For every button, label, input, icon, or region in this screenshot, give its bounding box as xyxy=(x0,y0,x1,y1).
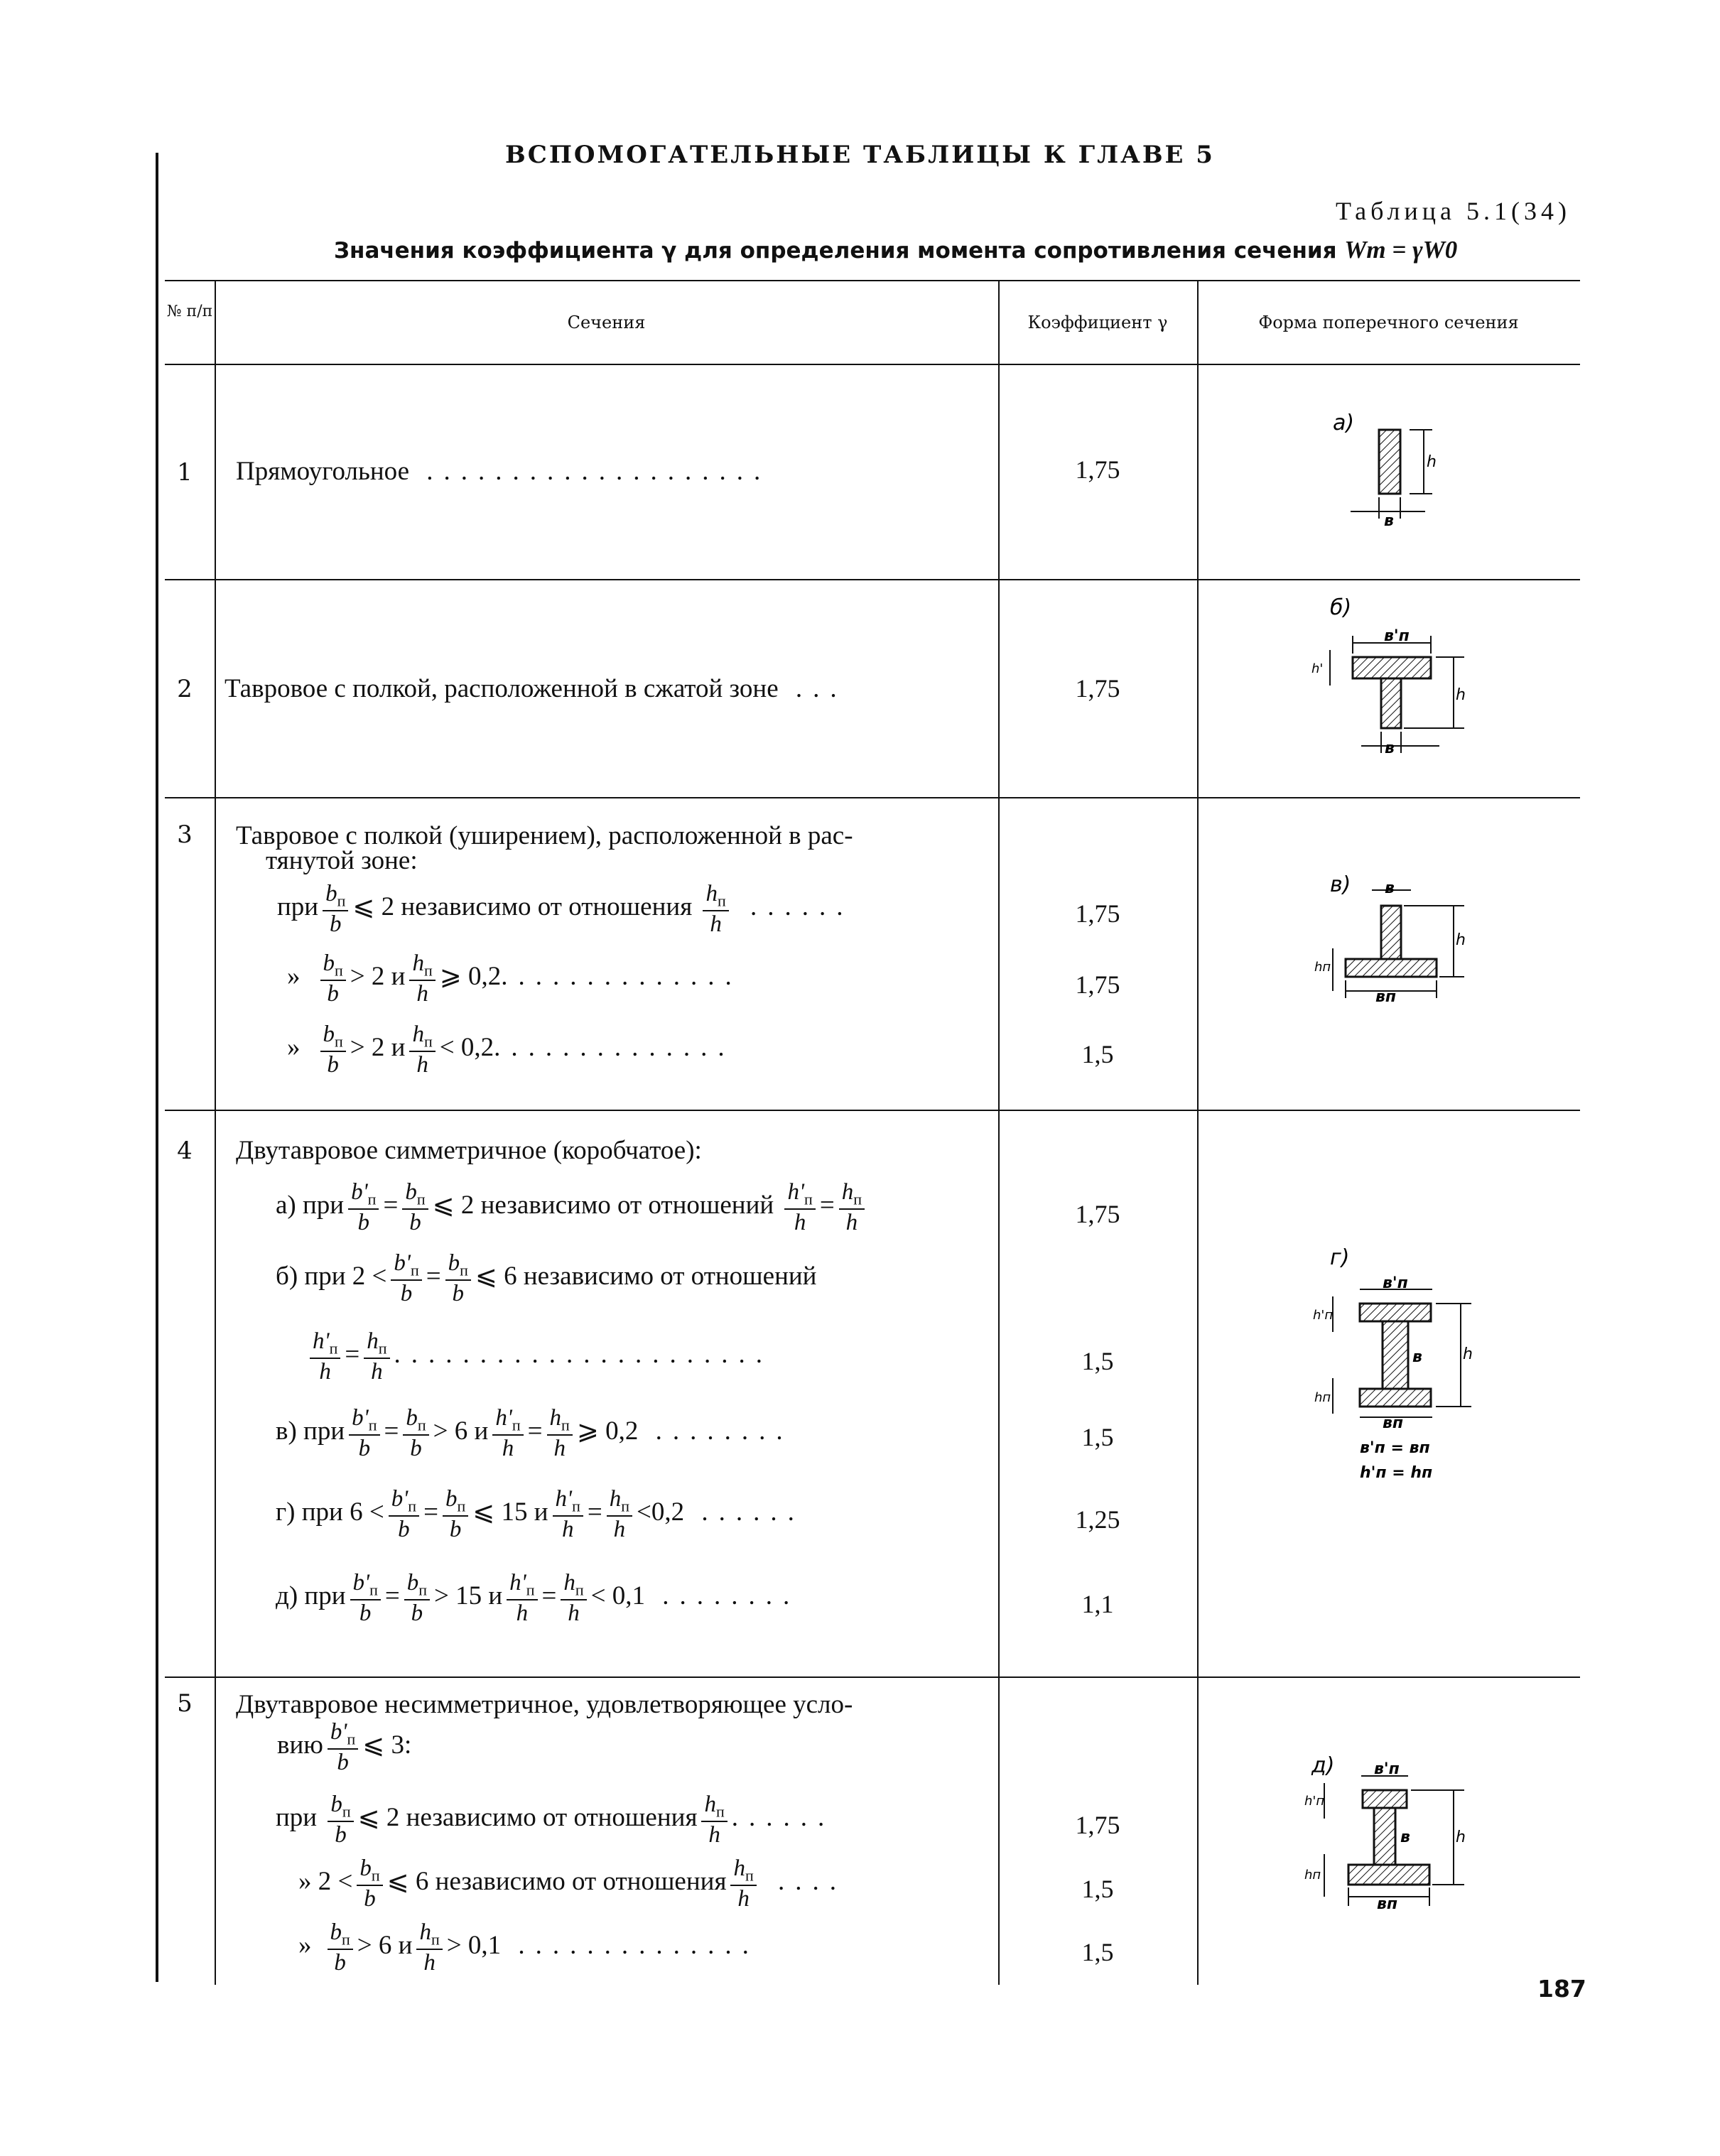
row-4-value-a: 1,75 xyxy=(1075,1200,1120,1228)
row-5-num: 5 xyxy=(177,1689,193,1718)
row-3-condition-2: » $\frac{b_п}{b}$ > 2 и $\frac{h_п}{h}$ ⩾ 0,2.............. xyxy=(287,950,742,1007)
rectangle-section-figure xyxy=(1333,411,1437,530)
page-margin-rule xyxy=(156,153,158,1982)
row-2-value: 1,75 xyxy=(1075,674,1120,703)
row-5-condition-1: при $\frac{b_п}{b}$ ⩽ 2 независимо от отношения $\frac{h_п}{h}$ ...... xyxy=(276,1792,835,1848)
figure-g-note-1: в'п = вп xyxy=(1360,1439,1430,1457)
row-2-title: Тавровое с полкой, расположенной в сжатой зоне ... xyxy=(225,674,848,703)
svg-text:вп: вп xyxy=(1383,1414,1404,1432)
header-coef: Коэффициент γ xyxy=(1027,313,1168,332)
row-4-value-d: 1,1 xyxy=(1081,1590,1114,1618)
svg-text:h: h xyxy=(1463,1345,1473,1363)
cross-section-figures xyxy=(1198,281,1580,1986)
svg-text:hп: hп xyxy=(1314,1390,1331,1405)
figure-g-label: г) xyxy=(1330,1245,1350,1270)
row-5-value-1: 1,75 xyxy=(1075,1811,1120,1839)
row-4-condition-v: в) при $\frac{b'_п}{b}$ = $\frac{b_п}{b}$ > 6 и $\frac{h'_п}{h}$ = $\frac{h_п}{h}$ ⩾ 0,2 ........ xyxy=(276,1405,794,1461)
row-3-condition-1: при $\frac{b_п}{b}$ ⩽ 2 независимо от отношения $\frac{h_п}{h}$ ...... xyxy=(277,881,854,937)
row-3-value-1: 1,75 xyxy=(1075,899,1120,928)
row-4-title: Двутавровое симметричное (коробчатое): xyxy=(236,1136,702,1165)
row-4-condition-b: б) при 2 < $\frac{b'_п}{b}$ = $\frac{b_п}{b}$ ⩽ 6 независимо от отношений xyxy=(276,1250,817,1306)
row-3-title-line2: тянутой зоне: xyxy=(266,846,418,875)
row-1-title: Прямоугольное .................... xyxy=(236,457,772,486)
row-4-num: 4 xyxy=(177,1137,193,1165)
svg-text:hп: hп xyxy=(1314,960,1331,975)
t-section-compressed-figure xyxy=(1311,595,1466,757)
row-5-value-2: 1,5 xyxy=(1081,1875,1114,1903)
row-4-value-g: 1,25 xyxy=(1075,1505,1120,1534)
svg-text:в'п: в'п xyxy=(1384,627,1410,645)
header-section: Сечения xyxy=(567,313,646,332)
figure-v-label: в) xyxy=(1330,872,1351,897)
caption-formula: Wт = γW0 xyxy=(1344,236,1458,264)
figure-d-label: д) xyxy=(1311,1753,1335,1778)
row-4-condition-b-cont: $\frac{h'_п}{h}$ = $\frac{h_п}{h}$ ...................... xyxy=(305,1328,773,1385)
svg-text:в: в xyxy=(1384,512,1394,530)
svg-text:в: в xyxy=(1385,879,1395,897)
svg-text:hп: hп xyxy=(1304,1868,1321,1883)
svg-text:вп: вп xyxy=(1375,988,1397,1006)
row-3-value-2: 1,75 xyxy=(1075,970,1120,999)
svg-text:h'п: h'п xyxy=(1313,1308,1334,1323)
row-3-num: 3 xyxy=(177,820,193,849)
row-5-value-3: 1,5 xyxy=(1081,1938,1114,1966)
svg-text:h: h xyxy=(1456,686,1466,704)
svg-text:в'п: в'п xyxy=(1383,1274,1408,1292)
svg-text:h: h xyxy=(1456,931,1466,949)
svg-text:h: h xyxy=(1427,453,1437,471)
caption-text: Значения коэффициента γ для определения момента сопротивления сечения xyxy=(334,238,1337,264)
row-1-value: 1,75 xyxy=(1075,455,1120,484)
row-4-value-b: 1,5 xyxy=(1081,1347,1114,1375)
i-beam-asymmetric-figure xyxy=(1304,1753,1466,1913)
figure-g-note-2: h'п = hп xyxy=(1360,1464,1433,1482)
row-4-condition-g: г) при 6 < $\frac{b'_п}{b}$ = $\frac{b_п}{b}$ ⩽ 15 и $\frac{h'_п}{h}$ = $\frac{h_п}{h}$ <0,2 ...... xyxy=(276,1486,805,1542)
table-label: Таблица 5.1(34) xyxy=(1336,197,1571,225)
figure-a-label: а) xyxy=(1333,411,1355,435)
svg-text:в: в xyxy=(1412,1348,1422,1366)
row-4-condition-a: а) при $\frac{b'_п}{b}$ = $\frac{b_п}{b}$ ⩽ 2 независимо от отношений $\frac{h'_п}{h}$ = $\frac{h_п}{h}$ xyxy=(276,1179,869,1235)
row-5-condition-2: » 2 < $\frac{b_п}{b}$ ⩽ 6 независимо от отношения $\frac{h_п}{h}$ .... xyxy=(298,1856,848,1912)
row-3-title-line1: Тавровое с полкой (уширением), расположенной в рас- xyxy=(236,821,853,850)
row-1-num: 1 xyxy=(177,458,193,487)
row-4-value-v: 1,5 xyxy=(1081,1423,1114,1451)
svg-text:в: в xyxy=(1385,740,1395,757)
row-3-value-3: 1,5 xyxy=(1081,1040,1114,1068)
i-beam-symmetric-figure xyxy=(1313,1245,1473,1482)
svg-text:в: в xyxy=(1400,1829,1410,1846)
svg-text:в'п: в'п xyxy=(1374,1760,1400,1778)
svg-text:h: h xyxy=(1456,1829,1466,1846)
row-5-title-line2: вию $\frac{b'_п}{b}$ ⩽ 3: xyxy=(277,1719,412,1775)
row-5-title-line1: Двутавровое несимметричное, удовлетворяющее усло- xyxy=(236,1690,853,1719)
table-caption xyxy=(334,236,1457,264)
row-4-condition-d: д) при $\frac{b'_п}{b}$ = $\frac{b_п}{b}$ > 15 и $\frac{h'_п}{h}$ = $\frac{h_п}{h}$ < 0,1 ........ xyxy=(276,1570,801,1626)
row-5-condition-3: » $\frac{b_п}{b}$ > 6 и $\frac{h_п}{h}$ > 0,1 .............. xyxy=(298,1919,759,1976)
svg-text:h'п: h'п xyxy=(1304,1794,1325,1809)
svg-text:h': h' xyxy=(1311,661,1324,676)
figure-b-label: б) xyxy=(1330,595,1352,620)
row-2-num: 2 xyxy=(177,675,193,703)
svg-text:вп: вп xyxy=(1377,1895,1398,1913)
header-num: № п/п xyxy=(166,303,213,320)
header-shape: Форма поперечного сечения xyxy=(1258,313,1519,332)
page-heading: ВСПОМОГАТЕЛЬНЫЕ ТАБЛИЦЫ К ГЛАВЕ 5 xyxy=(505,141,1215,169)
page-number: 187 xyxy=(1537,1975,1586,2003)
t-section-tensioned-figure xyxy=(1314,872,1466,1006)
row-3-condition-3: » $\frac{b_п}{b}$ > 2 и $\frac{h_п}{h}$ < 0,2.............. xyxy=(287,1022,735,1078)
